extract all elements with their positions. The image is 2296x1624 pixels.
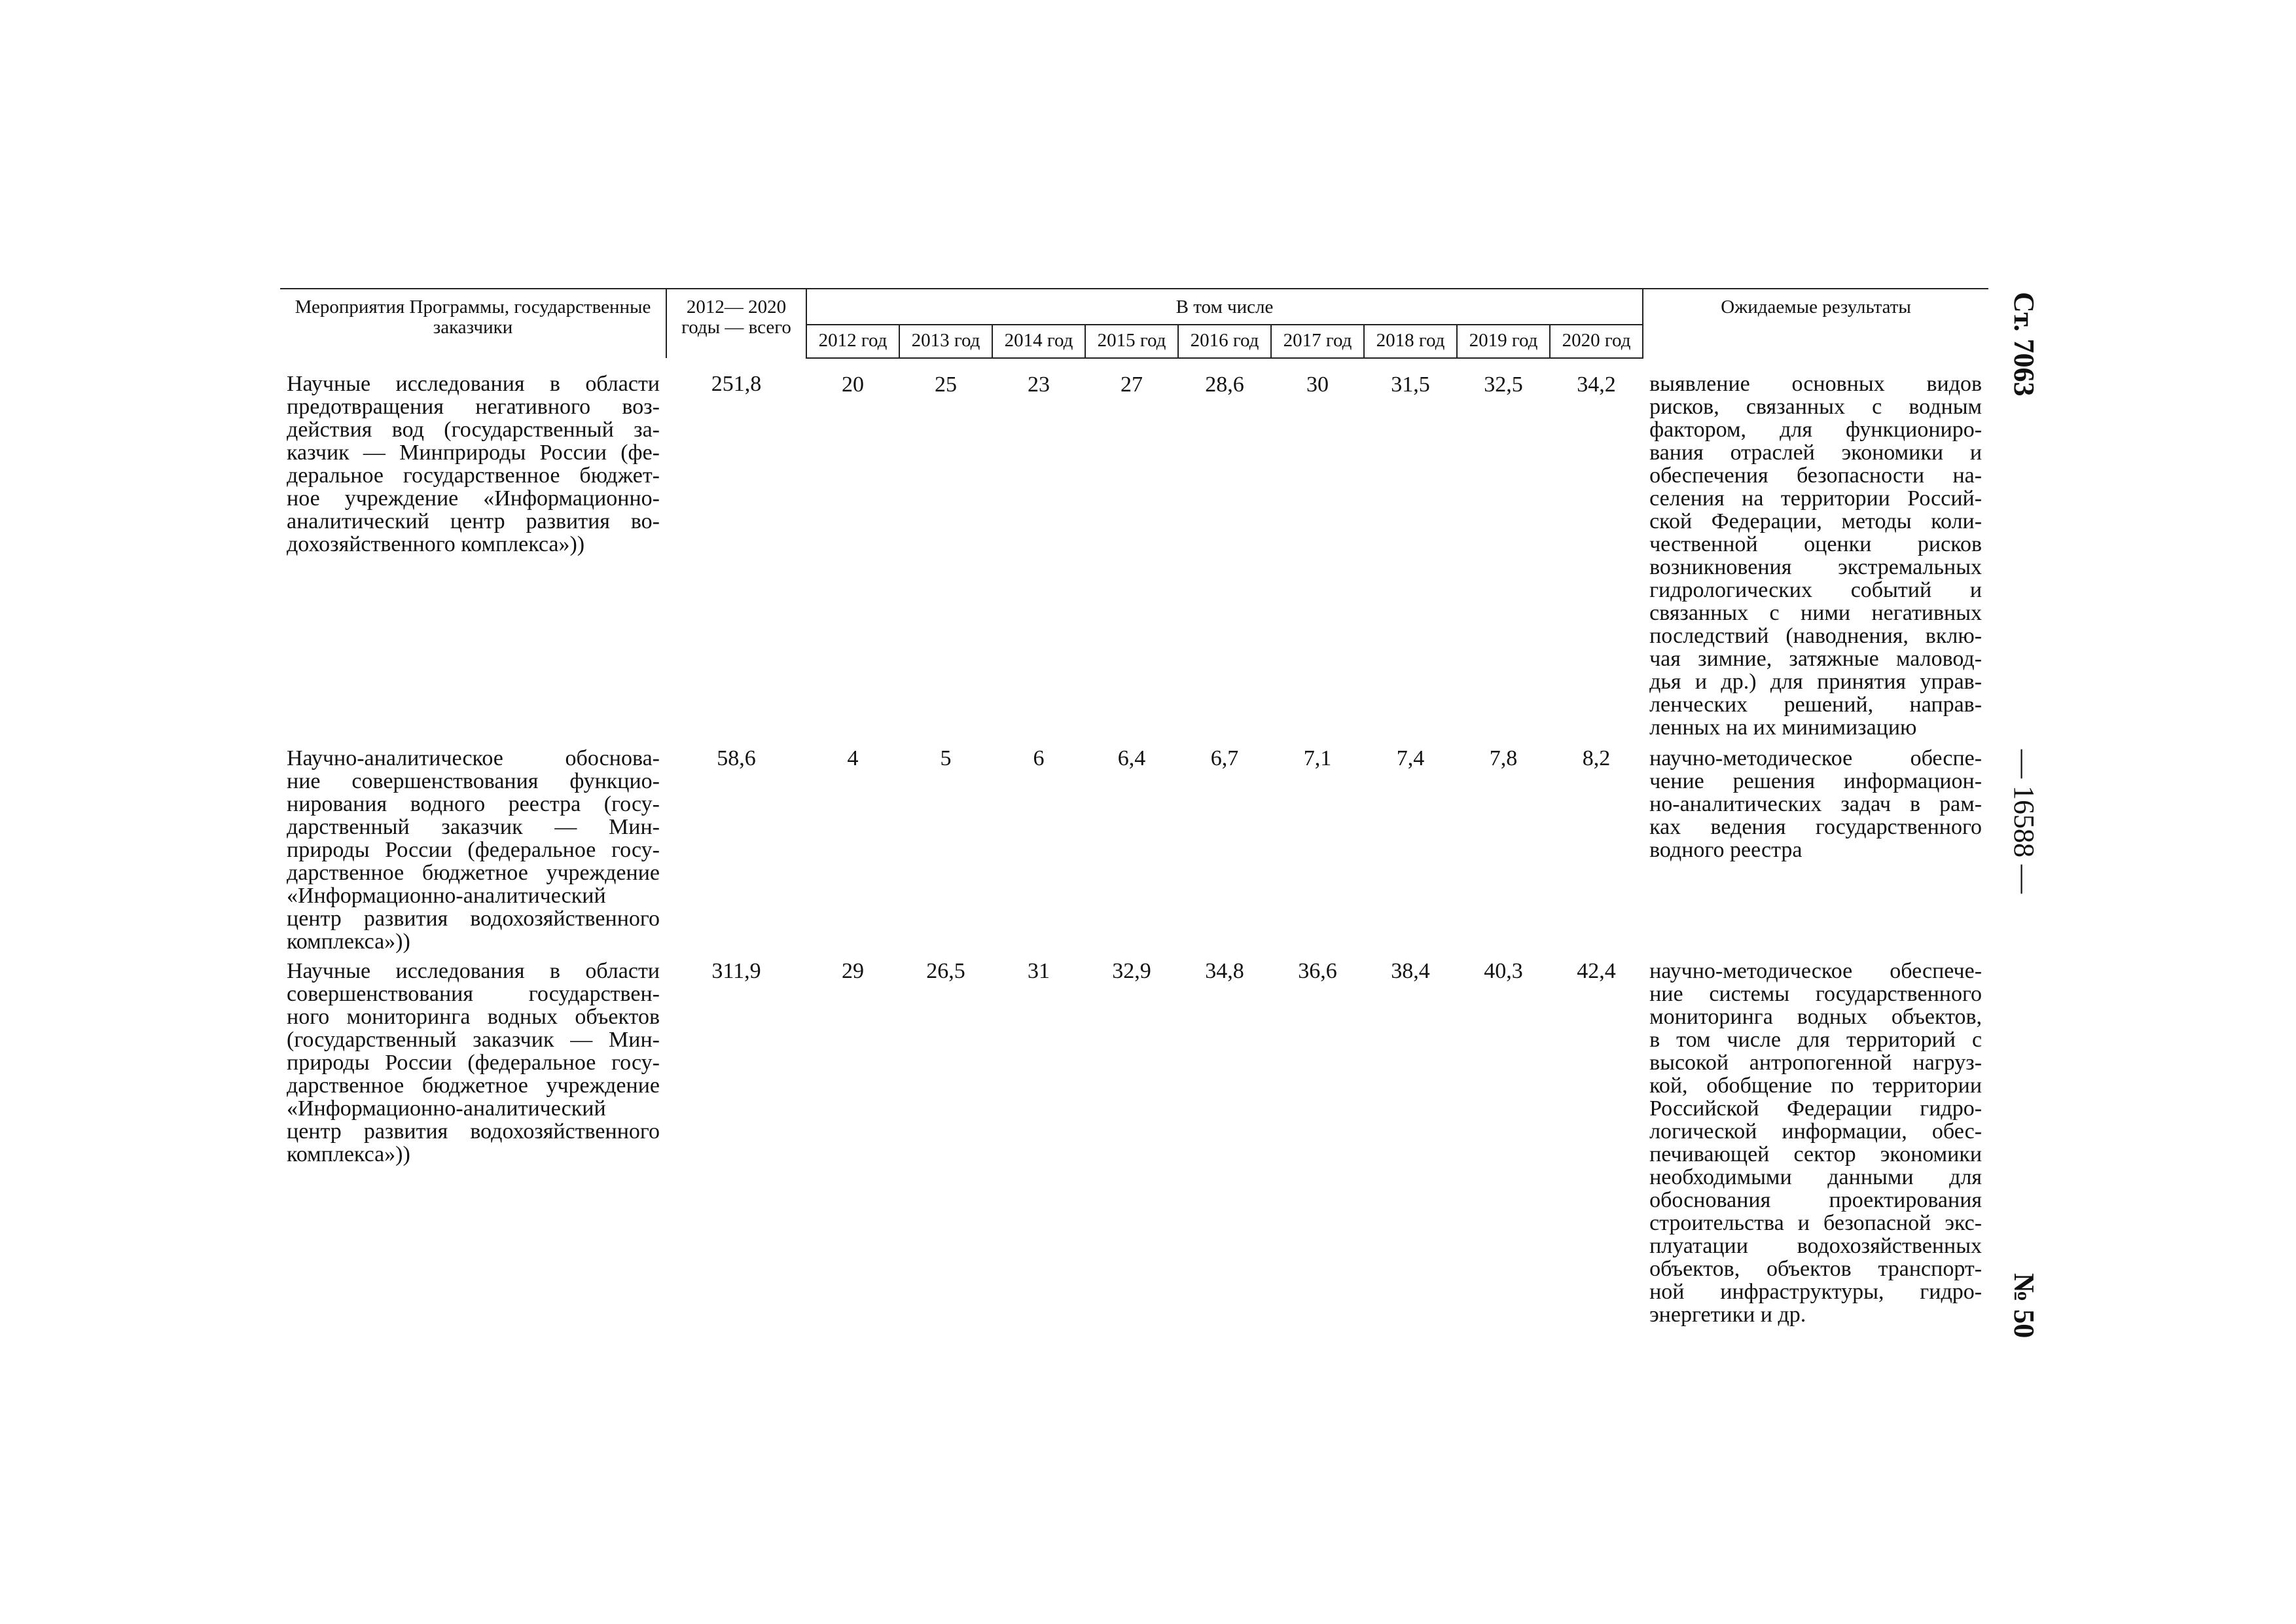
text-line: деральное государственное бюджет- xyxy=(287,463,660,488)
year-value-cell: 26,5 xyxy=(926,959,965,983)
total-cell: 311,9 xyxy=(711,959,761,983)
text-line: кой, обобщение по территории xyxy=(1649,1074,1982,1098)
text-line: предотвращения негативного воз- xyxy=(287,395,660,419)
text-line: необходимыми данными для xyxy=(1649,1165,1982,1189)
text-line: печивающей сектор экономики xyxy=(1649,1142,1982,1166)
table-body xyxy=(280,358,1988,1326)
text-line: нирования водного реестра (госу- xyxy=(287,792,660,816)
table-row xyxy=(280,953,1988,1326)
text-line: комплекса»)) xyxy=(287,1142,410,1166)
year-value-cell: 25 xyxy=(935,372,957,397)
year-value-cell: 8,2 xyxy=(1582,746,1611,770)
text-line: объектов, объектов транспорт- xyxy=(1649,1257,1982,1281)
text-line: ние совершенствования функцио- xyxy=(287,769,660,793)
text-line: возникновения экстремальных xyxy=(1649,555,1982,579)
activity-cell xyxy=(280,358,666,739)
year-value-cell: 36,6 xyxy=(1298,959,1337,983)
text-line: ленческих решений, направ- xyxy=(1649,693,1982,717)
year-value-cell: 34,8 xyxy=(1205,959,1244,983)
text-line: гидрологических событий и xyxy=(1649,578,1982,602)
text-line: Российской Федерации гидро- xyxy=(1649,1096,1982,1121)
year-value-cell: 20 xyxy=(842,372,864,397)
text-line: комплекса»)) xyxy=(287,929,410,954)
result-cell xyxy=(1643,358,1988,739)
text-line: высокой антропогенной нагруз- xyxy=(1649,1051,1982,1075)
result-cell xyxy=(1643,739,1988,953)
text-line: действия вод (государственный за- xyxy=(287,418,660,442)
text-line: Научные исследования в области xyxy=(287,959,660,983)
text-line: чая зимние, затяжные маловод- xyxy=(1649,647,1982,671)
page-number: — 16588 — xyxy=(2008,749,2040,893)
text-line: дарственный заказчик — Мин- xyxy=(287,815,660,839)
header-results: Ожидаемые результаты xyxy=(1643,289,1988,358)
year-value-cell: 30 xyxy=(1306,372,1329,397)
year-value-cell: 31,5 xyxy=(1391,372,1430,397)
total-cell: 251,8 xyxy=(711,372,762,396)
text-line: дья и др.) для принятия управ- xyxy=(1649,670,1982,694)
text-line: вания отраслей экономики и xyxy=(1649,441,1982,465)
text-line: природы России (федеральное госу- xyxy=(287,1051,660,1075)
text-line: но-аналитических задач в рам- xyxy=(1649,792,1982,816)
text-line: ках ведения государственного xyxy=(1649,815,1982,839)
header-year: 2013 год xyxy=(899,325,992,358)
text-line: «Информационно-аналитический xyxy=(287,1096,606,1121)
issue-number: № 50 xyxy=(2008,1273,2040,1339)
page-label: Ст. 7063 xyxy=(2008,292,2040,397)
text-line: «Информационно-аналитический xyxy=(287,884,606,908)
year-value-cell: 6,4 xyxy=(1117,746,1146,770)
text-line: в том числе для территорий с xyxy=(1649,1028,1982,1052)
text-line: обеспечения безопасности на- xyxy=(1649,463,1982,488)
text-line: природы России (федеральное госу- xyxy=(287,838,660,862)
text-line: ного мониторинга водных объектов xyxy=(287,1005,660,1029)
year-value-cell: 27 xyxy=(1121,372,1143,397)
year-value-cell: 32,5 xyxy=(1484,372,1523,397)
text-line: селения на территории Россий- xyxy=(1649,486,1982,511)
text-line: фактором, для функциониро- xyxy=(1649,418,1982,442)
total-cell: 58,6 xyxy=(717,746,756,770)
text-line: научно-методическое обеспе- xyxy=(1649,746,1982,770)
text-line: энергетики и др. xyxy=(1649,1303,1806,1327)
text-line: водного реестра xyxy=(1649,838,1803,862)
table-header xyxy=(280,289,1988,358)
year-value-cell: 40,3 xyxy=(1484,959,1523,983)
text-line: Научные исследования в области xyxy=(287,372,660,396)
text-line: аналитический центр развития во- xyxy=(287,509,660,533)
text-line: обоснования проектирования xyxy=(1649,1188,1982,1212)
text-line: ной инфраструктуры, гидро- xyxy=(1649,1280,1982,1304)
year-value-cell: 7,8 xyxy=(1489,746,1518,770)
text-line: дохозяйственного комплекса»)) xyxy=(287,532,585,556)
header-activities: Мероприятия Программы, государственные заказчики xyxy=(280,289,666,358)
text-line: дарственное бюджетное учреждение xyxy=(287,1074,660,1098)
year-value-cell: 23 xyxy=(1028,372,1050,397)
text-line: ской Федерации, методы коли- xyxy=(1649,509,1982,533)
program-activities-table xyxy=(280,288,1988,1326)
text-line: чественной оценки рисков xyxy=(1649,532,1982,556)
header-including: В том числе xyxy=(806,289,1643,325)
header-year: 2012 год xyxy=(806,325,899,358)
year-value-cell: 32,9 xyxy=(1112,959,1151,983)
result-cell xyxy=(1643,953,1988,1326)
text-line: последствий (наводнения, вклю- xyxy=(1649,624,1982,648)
header-total: 2012— 2020 годы — всего xyxy=(666,289,806,358)
activity-cell xyxy=(280,739,666,953)
year-value-cell: 38,4 xyxy=(1391,959,1430,983)
header-year: 2018 год xyxy=(1364,325,1457,358)
text-line: строительства и безопасной экс- xyxy=(1649,1211,1982,1235)
year-value-cell: 31 xyxy=(1028,959,1050,983)
text-line: казчик — Минприроды России (фе- xyxy=(287,441,660,465)
text-line: выявление основных видов xyxy=(1649,372,1982,396)
text-line: научно-методическое обеспече- xyxy=(1649,959,1982,983)
text-line: логической информации, обес- xyxy=(1649,1119,1982,1144)
table-row xyxy=(280,739,1988,953)
year-value-cell: 6 xyxy=(1033,746,1045,770)
header-year: 2017 год xyxy=(1271,325,1364,358)
text-line: (государственный заказчик — Мин- xyxy=(287,1028,660,1052)
text-line: связанных с ними негативных xyxy=(1649,601,1982,625)
text-line: мониторинга водных объектов, xyxy=(1649,1005,1982,1029)
text-line: ние системы государственного xyxy=(1649,982,1982,1006)
year-value-cell: 6,7 xyxy=(1210,746,1239,770)
year-value-cell: 5 xyxy=(940,746,952,770)
text-line: ное учреждение «Информационно- xyxy=(287,486,660,511)
year-value-cell: 7,1 xyxy=(1303,746,1332,770)
activity-cell xyxy=(280,953,666,1326)
year-value-cell: 7,4 xyxy=(1396,746,1425,770)
text-line: чение решения информацион- xyxy=(1649,769,1982,793)
year-value-cell: 29 xyxy=(842,959,864,983)
text-line: совершенствования государствен- xyxy=(287,982,660,1006)
header-year: 2019 год xyxy=(1457,325,1550,358)
header-year: 2014 год xyxy=(992,325,1085,358)
year-value-cell: 28,6 xyxy=(1205,372,1244,397)
year-value-cell: 34,2 xyxy=(1577,372,1616,397)
text-line: центр развития водохозяйственного xyxy=(287,907,660,931)
text-line: центр развития водохозяйственного xyxy=(287,1119,660,1144)
header-year: 2016 год xyxy=(1178,325,1271,358)
text-line: дарственное бюджетное учреждение xyxy=(287,861,660,885)
year-value-cell: 4 xyxy=(847,746,859,770)
text-line: ленных на их минимизацию xyxy=(1649,715,1917,740)
year-value-cell: 42,4 xyxy=(1577,959,1616,983)
table-row xyxy=(280,358,1988,739)
header-year: 2020 год xyxy=(1550,325,1643,358)
text-line: плуатации водохозяйственных xyxy=(1649,1234,1982,1258)
header-year: 2015 год xyxy=(1085,325,1178,358)
text-line: Научно-аналитическое обоснова- xyxy=(287,746,660,770)
text-line: рисков, связанных с водным xyxy=(1649,395,1982,419)
